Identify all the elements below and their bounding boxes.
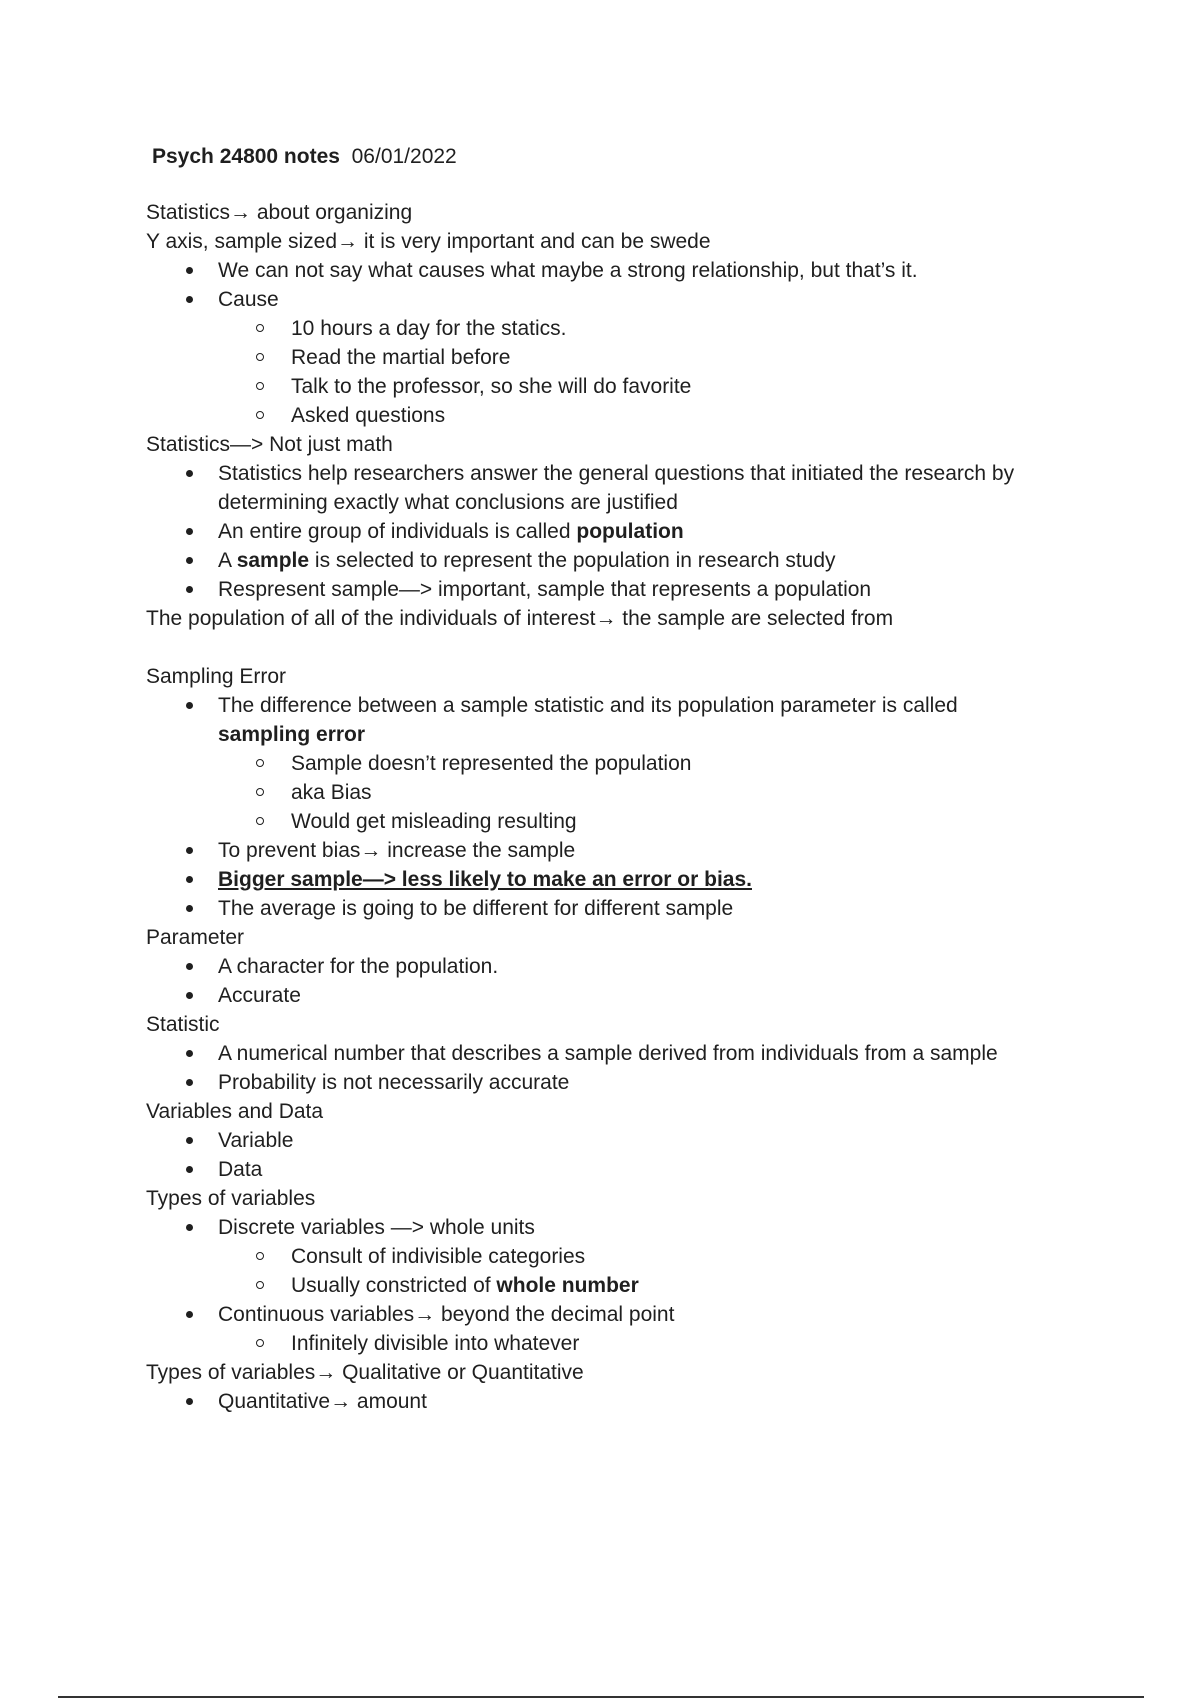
text-line: Variables and Data [146, 1100, 324, 1123]
bullet-item: The average is going to be different for different sample [146, 894, 1146, 923]
bullet-item [146, 865, 1146, 894]
sub-bullet-item: Sample doesn’t represented the population [146, 749, 1146, 778]
bullet-item: We can not say what causes what maybe a strong relationship, but that’s it. [146, 256, 1146, 285]
page-bottom-rule [58, 1696, 1144, 1698]
text-line: Statistics—> Not just math [146, 433, 393, 456]
key-point: Bigger sample—> less likely to make an error or bias. [218, 868, 752, 891]
term-whole-number: whole number [496, 1274, 639, 1297]
sub-bullet-item: 10 hours a day for the statics. [146, 314, 1146, 343]
sub-bullet-item: Talk to the professor, so she will do favorite [146, 372, 1146, 401]
bullet-item: A numerical number that describes a sample derived from individuals from a sample [146, 1039, 1146, 1068]
bullet-item: To prevent bias→ increase the sample [146, 836, 1146, 865]
text-line: Sampling Error [146, 665, 287, 688]
bullet-item: Cause [146, 285, 1146, 314]
term-sample: sample [236, 549, 310, 572]
bullet-item: Probability is not necessarily accurate [146, 1068, 1146, 1097]
sub-bullet-item: Infinitely divisible into whatever [146, 1329, 1146, 1358]
sub-bullet-item: aka Bias [146, 778, 1146, 807]
text-line: The population of all of the individuals of interest→ the sample are selected from [146, 607, 894, 630]
text-line: Parameter [146, 926, 245, 949]
text-line: Y axis, sample sized→ it is very important and can be swede [146, 230, 711, 253]
bullet-item: Data [146, 1155, 1146, 1184]
bullet-item: Quantitative→ amount [146, 1387, 1146, 1416]
sub-bullet-item: Would get misleading resulting [146, 807, 1146, 836]
bullet-text: is selected to represent the population in research study [309, 549, 836, 572]
blank-line [146, 633, 1146, 662]
bullet-item [146, 459, 1146, 517]
bullet-text: An entire group of individuals is called [218, 520, 577, 543]
sub-bullet-item [146, 1271, 1146, 1300]
term-sampling-error: sampling error [218, 723, 366, 746]
bullet-item: Variable [146, 1126, 1146, 1155]
bullet-item [146, 546, 1146, 575]
notes-header [152, 142, 1146, 171]
bullet-text: A [218, 549, 237, 572]
bullet-item: A character for the population. [146, 952, 1146, 981]
bullet-item: Respresent sample—> important, sample that represents a population [146, 575, 1146, 604]
bullet-text: The difference between a sample statistic and its population parameter is called [218, 694, 958, 717]
text-line: Statistics→ about organizing [146, 201, 413, 224]
text-line: Statistic [146, 1013, 220, 1036]
bullet-item: Accurate [146, 981, 1146, 1010]
bullet-item: Continuous variables→ beyond the decimal point [146, 1300, 1146, 1329]
text-line: Types of variables→ Qualitative or Quantitative [146, 1361, 584, 1384]
bullet-item [146, 691, 1146, 749]
sub-bullet-item: Read the martial before [146, 343, 1146, 372]
notes-title: Psych 24800 notes [152, 145, 340, 168]
term-population: population [576, 520, 684, 543]
bullet-text-continued: determining exactly what conclusions are justified [218, 491, 678, 514]
bullet-item [146, 517, 1146, 546]
notes-page [146, 142, 1146, 1416]
bullet-item: Discrete variables —> whole units [146, 1213, 1146, 1242]
notes-date: 06/01/2022 [351, 145, 457, 168]
text-line: Types of variables [146, 1187, 316, 1210]
sub-bullet-text: Usually constricted of [291, 1274, 497, 1297]
sub-bullet-item: Consult of indivisible categories [146, 1242, 1146, 1271]
bullet-text: Statistics help researchers answer the general questions that initiated the research by [218, 462, 1015, 485]
sub-bullet-item: Asked questions [146, 401, 1146, 430]
